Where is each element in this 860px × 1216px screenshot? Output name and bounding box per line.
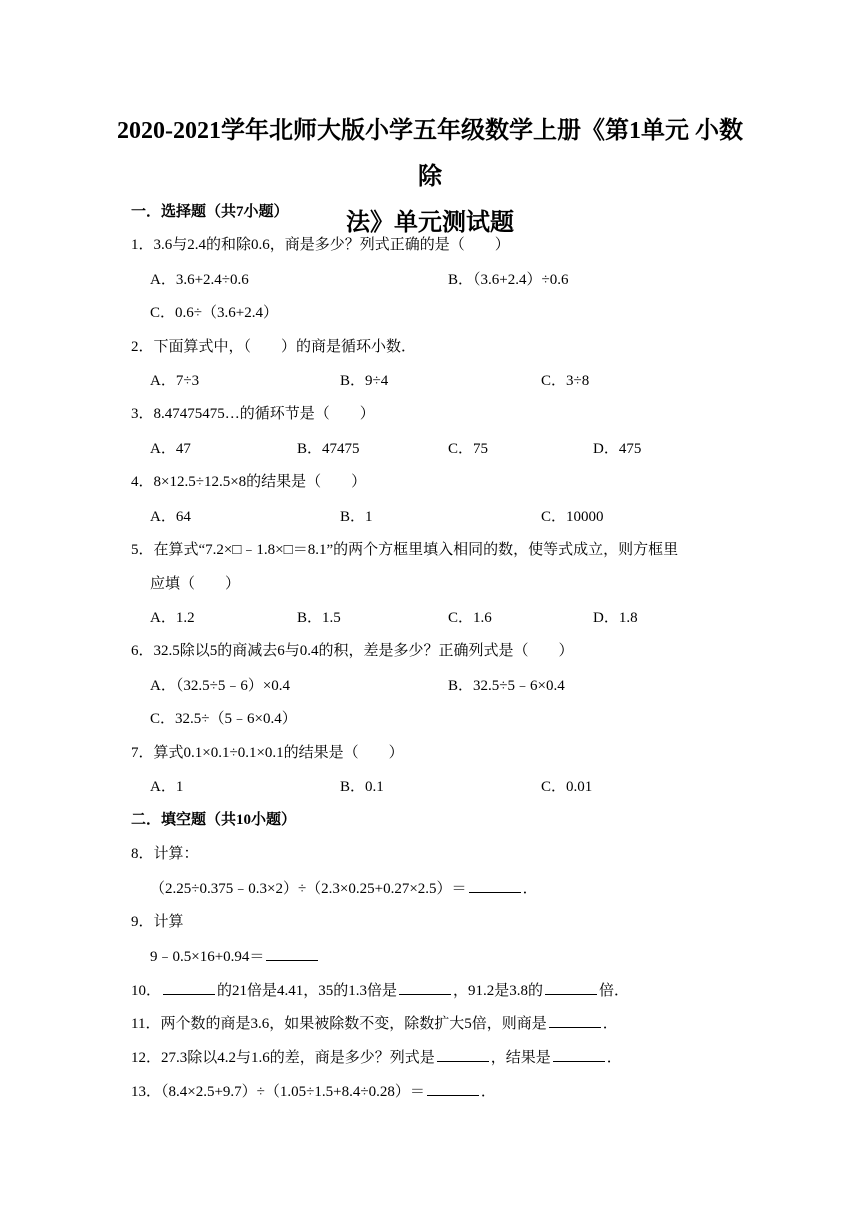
answer-blank[interactable] [163, 980, 215, 995]
question-1: 1．3.6与2.4的和除0.6，商是多少？列式正确的是（ ） [131, 237, 510, 253]
answer-blank[interactable] [545, 980, 597, 995]
q3-option-d: D．475 [593, 441, 642, 457]
q12-text: 12．27.3除以4.2与1.6的差，商是多少？列式是 [131, 1050, 435, 1066]
section-heading-fill: 二．填空题（共10小题） [131, 812, 297, 828]
q10-part-1: 的21倍是4.41，35的1.3倍是 [217, 983, 398, 999]
question-2: 2．下面算式中，（ ）的商是循环小数． [131, 339, 417, 355]
q6-option-a: A．（32.5÷5﹣6）×0.4 [150, 678, 291, 694]
question-6: 6．32.5除以5的商减去6与0.4的积，差是多少？正确列式是（ ） [131, 643, 574, 659]
title-line-1: 2020-2021学年北师大版小学五年级数学上册《第1单元 小数除 [117, 118, 743, 190]
q7-option-c: C．0.01 [541, 779, 593, 795]
q4-option-b: B．1 [340, 509, 373, 525]
q6-option-b: B．32.5÷5﹣6×0.4 [448, 678, 565, 694]
q3-option-a: A．47 [150, 441, 191, 457]
question-12 [131, 1047, 622, 1068]
q13-text: 13．（8.4×2.5+9.7）÷（1.05÷1.5+8.4÷0.28）＝ [131, 1084, 425, 1100]
answer-blank[interactable] [469, 878, 521, 893]
answer-blank[interactable] [266, 946, 318, 961]
q4-option-c: C．10000 [541, 509, 604, 525]
question-5-line-1: 5．在算式“7.2×□﹣1.8×□＝8.1”的两个方框里填入相同的数，使等式成立，则方框里 [131, 542, 679, 558]
question-9-label: 9．计算 [131, 914, 184, 930]
q1-option-c: C．0.6÷（3.6+2.4） [150, 305, 278, 321]
answer-blank[interactable] [549, 1013, 601, 1028]
q11-text: 11．两个数的商是3.6，如果被除数不变，除数扩大5倍，则商是 [131, 1016, 547, 1032]
answer-blank[interactable] [427, 1081, 479, 1096]
q12-mid-text: ，结果是 [490, 1050, 551, 1066]
q5-option-a: A．1.2 [150, 610, 195, 626]
q7-option-b: B．0.1 [340, 779, 384, 795]
section-heading-choice: 一．选择题（共7小题） [131, 204, 289, 220]
q5-option-c: C．1.6 [448, 610, 492, 626]
q8-end-mark: ． [522, 881, 538, 897]
q12-end-mark: ． [606, 1050, 622, 1066]
question-3: 3．8.47475475…的循环节是（ ） [131, 406, 375, 422]
q7-option-a: A．1 [150, 779, 184, 795]
q4-option-a: A．64 [150, 509, 191, 525]
q2-option-a: A．7÷3 [150, 373, 200, 389]
question-7: 7．算式0.1×0.1÷0.1×0.1的结果是（ ） [131, 745, 404, 761]
question-13 [131, 1081, 496, 1102]
q5-option-d: D．1.8 [593, 610, 638, 626]
q13-end-mark: ． [480, 1084, 496, 1100]
q10-part-3: 倍． [599, 983, 630, 999]
q5-option-b: B．1.5 [297, 610, 341, 626]
question-9-expression [150, 946, 320, 967]
q6-option-c: C．32.5÷（5﹣6×0.4） [150, 711, 297, 727]
q11-end-mark: ． [602, 1016, 618, 1032]
question-8-label: 8．计算： [131, 846, 199, 862]
q3-option-b: B．47475 [297, 441, 360, 457]
q9-expression-text: 9﹣0.5×16+0.94＝ [150, 949, 265, 965]
q2-option-b: B．9÷4 [340, 373, 389, 389]
question-8-expression [150, 878, 538, 899]
q10-part-2: ，91.2是3.8的 [453, 983, 544, 999]
q1-option-a: A．3.6+2.4÷0.6 [150, 272, 249, 288]
q10-number: 10． [131, 983, 162, 999]
question-5-line-2: 应填（ ） [150, 576, 241, 592]
q3-option-c: C．75 [448, 441, 489, 457]
document-title [110, 108, 750, 246]
q1-option-b: B．（3.6+2.4）÷0.6 [448, 272, 569, 288]
question-10 [131, 980, 629, 1001]
q2-option-c: C．3÷8 [541, 373, 590, 389]
question-11 [131, 1013, 618, 1034]
answer-blank[interactable] [553, 1047, 605, 1062]
answer-blank[interactable] [399, 980, 451, 995]
title-line-2: 法》单元测试题 [346, 210, 514, 236]
q8-expression-text: （2.25÷0.375﹣0.3×2）÷（2.3×0.25+0.27×2.5）＝ [150, 881, 467, 897]
question-4: 4．8×12.5÷12.5×8的结果是（ ） [131, 474, 367, 490]
answer-blank[interactable] [437, 1047, 489, 1062]
